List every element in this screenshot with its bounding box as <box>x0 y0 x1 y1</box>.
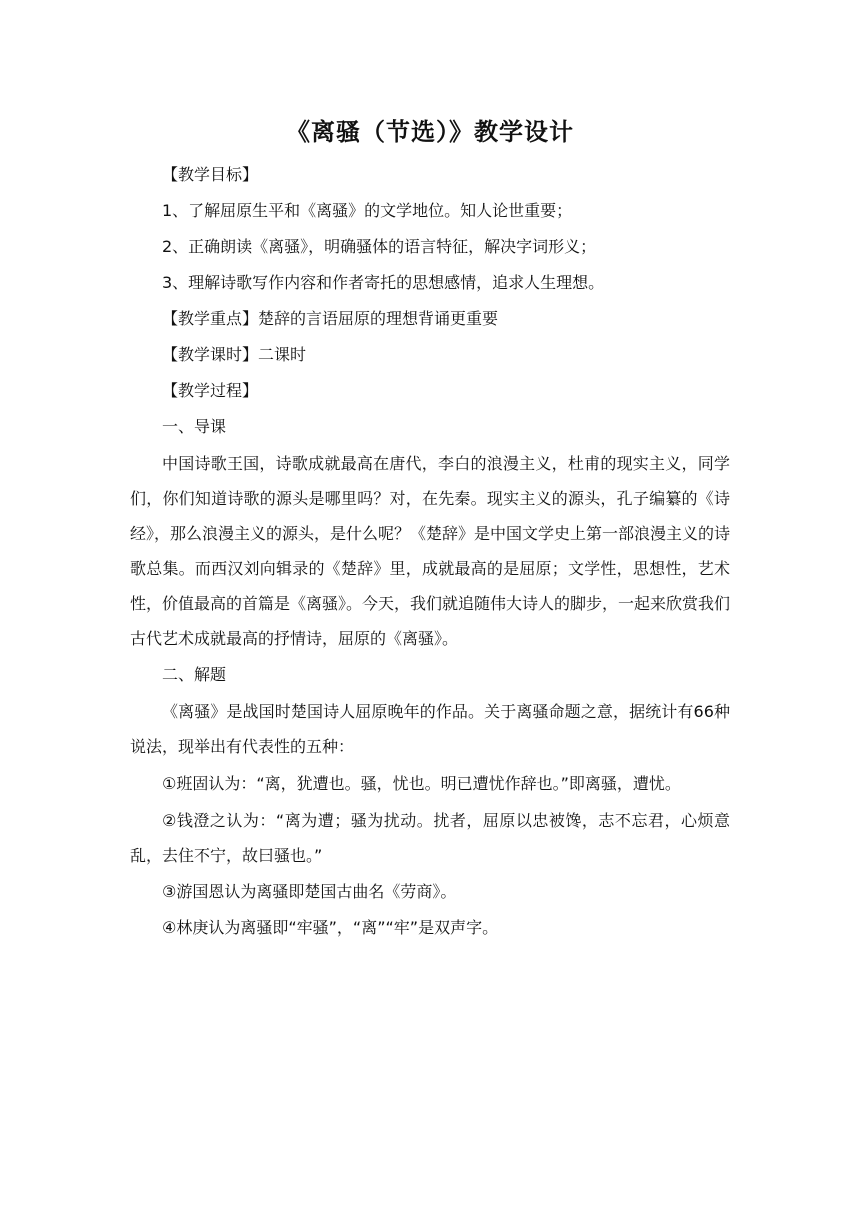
section-heading-objectives: 【教学目标】 <box>162 165 259 184</box>
section-heading-key-points: 【教学重点】楚辞的言语屈原的理想背诵更重要 <box>162 309 499 328</box>
interpretation-item-3: ③游国恩认为离骚即楚国古曲名《劳商》。 <box>162 882 457 901</box>
title-explanation-paragraph: 《离骚》是战国时楚国诗人屈原晚年的作品。关于离骚命题之意，据统计有66种说法，现举出有代表性的五种： <box>130 702 730 756</box>
section-heading-class-hours: 【教学课时】二课时 <box>162 345 307 364</box>
interpretation-item-4: ④林庚认为离骚即“牢骚”，“离”“牢”是双声字。 <box>162 918 499 937</box>
objective-item-2: 2、正确朗读《离骚》，明确骚体的语言特征，解决字词形义； <box>162 237 597 256</box>
intro-paragraph: 中国诗歌王国，诗歌成就最高在唐代，李白的浪漫主义，杜甫的现实主义，同学们，你们知道诗歌的源头是哪里吗？对，在先秦。现实主义的源头，孔子编纂的《诗经》，那么浪漫主义的源头，是什么呢？《楚辞》是中国文学史上第一部浪漫主义的诗歌总集。而西汉刘向辑录的《楚辞》里，成就最高的是屈原；文学性，思想性，艺术性，价值最高的首篇是《离骚》。今天，我们就追随伟大诗人的脚步，一起来欣赏我们古代艺术成就最高的抒情诗，屈原的《离骚》。 <box>130 454 731 648</box>
section-heading-process: 【教学过程】 <box>162 381 259 400</box>
interpretation-item-2: ②钱澄之认为：“离为遭；骚为扰动。扰者，屈原以忠被馋，志不忘君，心烦意乱，去住不宁，故曰骚也。” <box>130 811 730 865</box>
objective-item-1: 1、了解屈原生平和《离骚》的文学地位。知人论世重要； <box>162 201 573 220</box>
objective-item-3: 3、理解诗歌写作内容和作者寄托的思想感情，追求人生理想。 <box>162 273 605 292</box>
interpretation-item-1: ①班固认为：“离，犹遭也。骚，忧也。明已遭忧作辞也。”即离骚，遭忧。 <box>162 774 681 793</box>
subsection-heading-intro: 一、导课 <box>162 417 227 436</box>
document-title: 《离骚（节选）》教学设计 <box>286 118 574 146</box>
document-body <box>130 158 730 945</box>
subsection-heading-title-explanation: 二、解题 <box>162 665 227 684</box>
